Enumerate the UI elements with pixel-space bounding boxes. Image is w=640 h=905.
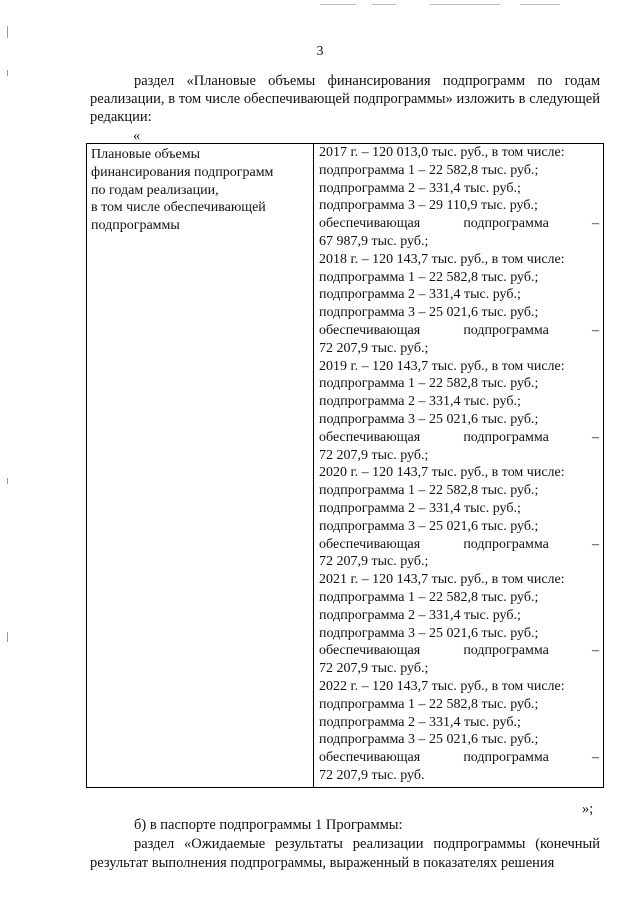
subprogram-3-amount: подпрограмма 3 – 25 021,6 тыс. руб.; xyxy=(319,518,539,534)
paragraph-b: б) в паспорте подпрограммы 1 Программы: xyxy=(134,817,403,833)
scan-margin-mark xyxy=(7,632,8,642)
supporting-subprogram-line: обеспечивающая подпрограмма – xyxy=(319,536,599,552)
subprogram-3-amount: подпрограмма 3 – 25 021,6 тыс. руб.; xyxy=(319,625,539,641)
scan-edge-line xyxy=(520,4,560,5)
subprogram-2-amount: подпрограмма 2 – 331,4 тыс. руб.; xyxy=(319,394,521,410)
subprogram-3-amount: подпрограмма 3 – 29 110,9 тыс. руб.; xyxy=(319,198,538,214)
scan-margin-mark xyxy=(7,478,8,484)
year-total: 2019 г. – 120 143,7 тыс. руб., в том числе: xyxy=(319,358,565,374)
year-block-2020 xyxy=(319,464,599,571)
financing-values-cell xyxy=(314,144,604,788)
year-total: 2022 г. – 120 143,7 тыс. руб., в том числе: xyxy=(319,678,565,694)
label-line: по годам реализации, xyxy=(91,182,219,198)
year-block-2022 xyxy=(319,678,599,785)
label-line: подпрограммы xyxy=(91,218,180,234)
page-number: 3 xyxy=(316,44,324,59)
year-block-2021 xyxy=(319,571,599,678)
supporting-subprogram-amount: 72 207,9 тыс. руб.; xyxy=(319,661,429,677)
label-line: в том числе обеспечивающей xyxy=(91,200,266,216)
supporting-subprogram-line: обеспечивающая подпрограмма – xyxy=(319,429,599,445)
label-line: финансирования подпрограмм xyxy=(91,164,274,180)
scan-margin-mark xyxy=(7,26,8,38)
financing-table xyxy=(86,143,604,788)
section-label-cell xyxy=(87,144,314,788)
year-block-2017 xyxy=(319,144,599,251)
year-total: 2017 г. – 120 013,0 тыс. руб., в том числе: xyxy=(319,145,565,160)
scan-edge-line xyxy=(430,4,500,5)
closing-quote: »; xyxy=(582,801,594,817)
subprogram-2-amount: подпрограмма 2 – 331,4 тыс. руб.; xyxy=(319,180,521,196)
opening-quote: « xyxy=(133,128,141,144)
subprogram-1-amount: подпрограмма 1 – 22 582,8 тыс. руб.; xyxy=(319,483,539,499)
supporting-subprogram-amount: 72 207,9 тыс. руб. xyxy=(319,767,425,783)
subprogram-3-amount: подпрограмма 3 – 25 021,6 тыс. руб.; xyxy=(319,411,539,427)
intro-paragraph: раздел «Плановые объемы финансирования подпрограмм по годам реализации, в том числе обеспечивающей подпрограммы» изложить в следующей редакции: xyxy=(90,73,600,125)
supporting-subprogram-amount: 72 207,9 тыс. руб.; xyxy=(319,554,429,570)
subprogram-1-amount: подпрограмма 1 – 22 582,8 тыс. руб.; xyxy=(319,376,539,392)
supporting-subprogram-amount: 67 987,9 тыс. руб.; xyxy=(319,233,429,249)
scan-margin-mark xyxy=(7,70,8,76)
subprogram-3-amount: подпрограмма 3 – 25 021,6 тыс. руб.; xyxy=(319,305,539,321)
subprogram-1-amount: подпрограмма 1 – 22 582,8 тыс. руб.; xyxy=(319,589,539,605)
year-total: 2018 г. – 120 143,7 тыс. руб., в том числе: xyxy=(319,251,565,267)
subprogram-3-amount: подпрограмма 3 – 25 021,6 тыс. руб.; xyxy=(319,732,539,748)
supporting-subprogram-amount: 72 207,9 тыс. руб.; xyxy=(319,447,429,463)
subprogram-1-amount: подпрограмма 1 – 22 582,8 тыс. руб.; xyxy=(319,696,539,712)
subprogram-2-amount: подпрограмма 2 – 331,4 тыс. руб.; xyxy=(319,714,521,730)
year-block-2018 xyxy=(319,251,599,358)
supporting-subprogram-line: обеспечивающая подпрограмма – xyxy=(319,643,599,659)
supporting-subprogram-line: обеспечивающая подпрограмма – xyxy=(319,322,599,338)
supporting-subprogram-line: обеспечивающая подпрограмма – xyxy=(319,750,599,766)
year-block-2019 xyxy=(319,358,599,465)
label-line: Плановые объемы xyxy=(91,147,201,162)
subprogram-2-amount: подпрограмма 2 – 331,4 тыс. руб.; xyxy=(319,607,521,623)
scan-edge-line xyxy=(320,4,356,5)
paragraph-c: раздел «Ожидаемые результаты реализации подпрограммы (конечный результат выполнения подпрограммы, выраженный в показателях решения xyxy=(90,836,600,871)
year-total: 2020 г. – 120 143,7 тыс. руб., в том числе: xyxy=(319,465,565,481)
supporting-subprogram-line: обеспечивающая подпрограмма – xyxy=(319,216,599,232)
subprogram-2-amount: подпрограмма 2 – 331,4 тыс. руб.; xyxy=(319,287,521,303)
supporting-subprogram-amount: 72 207,9 тыс. руб.; xyxy=(319,340,429,356)
subprogram-2-amount: подпрограмма 2 – 331,4 тыс. руб.; xyxy=(319,500,521,516)
scan-edge-line xyxy=(372,4,396,5)
table-row xyxy=(87,144,604,788)
subprogram-1-amount: подпрограмма 1 – 22 582,8 тыс. руб.; xyxy=(319,269,539,285)
subprogram-1-amount: подпрограмма 1 – 22 582,8 тыс. руб.; xyxy=(319,162,539,178)
year-total: 2021 г. – 120 143,7 тыс. руб., в том числе: xyxy=(319,572,565,588)
